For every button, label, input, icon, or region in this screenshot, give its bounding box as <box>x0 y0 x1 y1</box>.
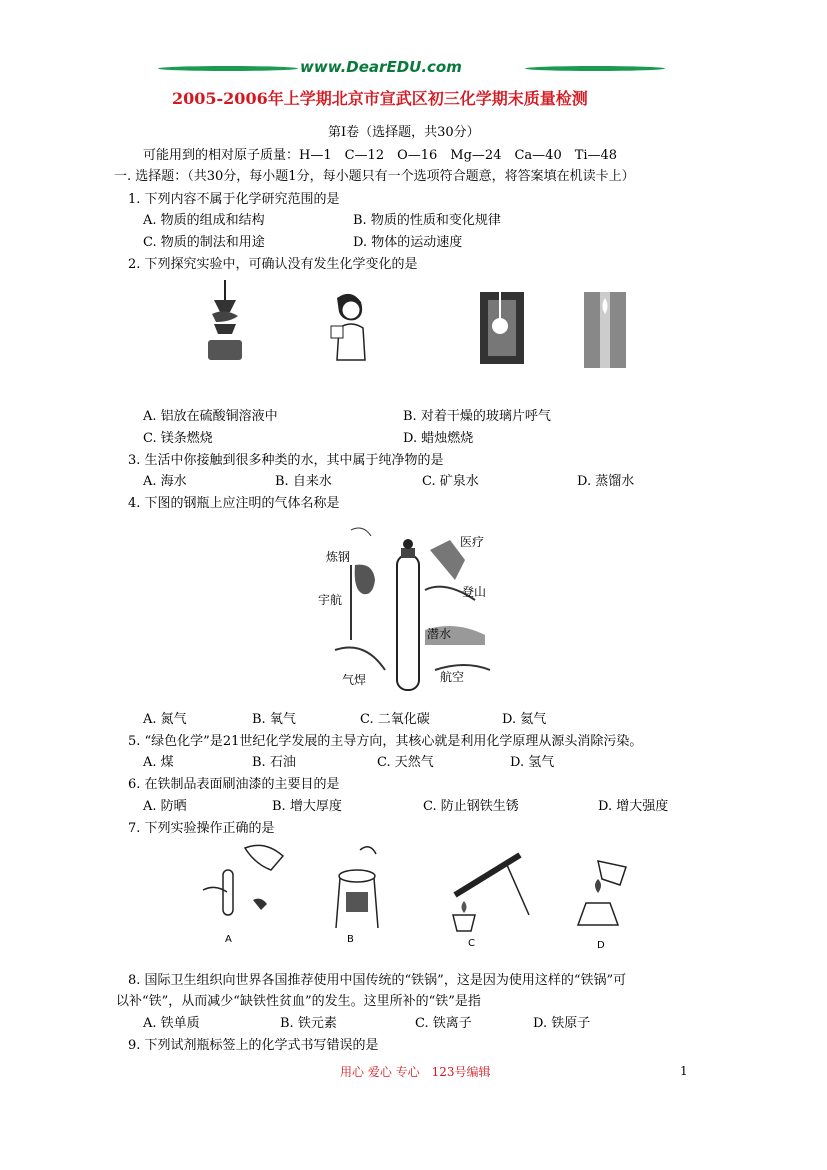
q5-option-d: D. 氢气 <box>510 755 555 770</box>
q1-option-c: C. 物质的制法和用途 <box>143 235 265 250</box>
q8-stem-line1: 8. 国际卫生组织向世界各国推荐使用中国传统的“铁锅”，这是因为使用这样的“铁锅”可 <box>128 973 627 988</box>
q6-option-a: A. 防晒 <box>143 799 187 814</box>
q6-option-d: D. 增大强度 <box>598 799 669 814</box>
q4-label-space: 宇航 <box>318 593 343 607</box>
page-number: 1 <box>680 1064 688 1078</box>
q6-stem: 6. 在铁制品表面刷油漆的主要目的是 <box>128 777 340 792</box>
q2-figure-candle-burning <box>582 290 628 370</box>
q7-figure-c-label: C <box>468 938 475 949</box>
header-left-swoosh <box>158 66 298 71</box>
q6-option-b: B. 增大厚度 <box>272 799 342 814</box>
q4-option-d: D. 氦气 <box>502 712 547 727</box>
atomic-masses: 可能用到的相对原子质量：H—1 C—12 O—16 Mg—24 Ca—40 Ti—48 <box>143 148 618 163</box>
q8-option-d: D. 铁原子 <box>533 1016 591 1031</box>
q7-figure-d-lighting-lamp <box>568 855 633 935</box>
q7-figure-d-label: D <box>597 940 605 951</box>
page-title: 2005-2006年上学期北京市宣武区初三化学期末质量检测 <box>172 89 588 108</box>
q2-option-b: B. 对着干燥的玻璃片呼气 <box>403 409 551 424</box>
q6-option-c: C. 防止钢铁生锈 <box>423 799 519 814</box>
q9-stem: 9. 下列试剂瓶标签上的化学式书写错误的是 <box>128 1038 379 1053</box>
q4-label-aviation: 航空 <box>440 670 465 684</box>
q8-option-b: B. 铁元素 <box>280 1016 337 1031</box>
q8-stem-line2: 以补“铁”，从而减少“缺铁性贫血”的发生。这里所补的“铁”是指 <box>116 994 481 1009</box>
q1-option-b: B. 物质的性质和变化规律 <box>353 213 501 228</box>
q2-option-c: C. 镁条燃烧 <box>143 431 213 446</box>
q2-figure-girl-breathing <box>325 290 375 370</box>
q2-option-d: D. 蜡烛燃烧 <box>403 431 474 446</box>
q4-label-steel: 炼钢 <box>326 550 351 564</box>
q5-stem: 5. “绿色化学”是21世纪化学发展的主导方向，其核心就是利用化学原理从源头消除污染。 <box>128 734 643 749</box>
q5-option-c: C. 天然气 <box>377 755 434 770</box>
section-heading: 第Ⅰ卷（选择题，共30分） <box>328 125 480 140</box>
q1-option-d: D. 物体的运动速度 <box>353 235 463 250</box>
q7-figure-c-test-tube-heating <box>445 845 535 935</box>
q4-label-medical: 医疗 <box>460 535 485 549</box>
q8-option-c: C. 铁离子 <box>415 1016 472 1031</box>
q3-option-d: D. 蒸馏水 <box>577 474 635 489</box>
q4-label-dive: 潜水 <box>427 627 452 641</box>
q4-stem: 4. 下图的钢瓶上应注明的气体名称是 <box>128 496 340 511</box>
q1-option-a: A. 物质的组成和结构 <box>143 213 265 228</box>
header-right-swoosh <box>525 66 665 71</box>
q5-option-a: A. 煤 <box>143 755 174 770</box>
q2-figure-aluminum-in-solution <box>200 278 250 363</box>
q7-figure-b-label: B <box>347 934 354 945</box>
footer-text: 用心 爱心 专心 123号编辑 <box>340 1065 491 1079</box>
q4-label-weld: 气焊 <box>342 673 367 687</box>
q4-label-climb: 登山 <box>462 585 487 599</box>
q2-option-a: A. 铝放在硫酸铜溶液中 <box>143 409 278 424</box>
site-name: www.DearEDU.com <box>300 58 462 76</box>
q3-option-a: A. 海水 <box>143 474 187 489</box>
q1-stem: 1. 下列内容不属于化学研究范围的是 <box>128 192 340 207</box>
q2-stem: 2. 下列探究实验中，可确认没有发生化学变化的是 <box>128 257 418 272</box>
q7-stem: 7. 下列实验操作正确的是 <box>128 821 275 836</box>
q3-option-b: B. 自来水 <box>275 474 332 489</box>
q4-option-c: C. 二氧化碳 <box>360 712 430 727</box>
q2-figure-magnesium-burning <box>478 290 528 370</box>
part-heading: 一. 选择题：（共30分，每小题1分，每小题只有一个选项符合题意，将答案填在机读卡上） <box>114 169 635 184</box>
q7-figure-b-heating <box>330 840 385 935</box>
q3-stem: 3. 生活中你接触到很多种类的水，其中属于纯净物的是 <box>128 453 444 468</box>
q4-option-a: A. 氮气 <box>143 712 187 727</box>
q7-figure-a-pouring <box>195 840 290 930</box>
q4-option-b: B. 氧气 <box>252 712 296 727</box>
q5-option-b: B. 石油 <box>252 755 296 770</box>
q7-figure-a-label: A <box>225 934 232 945</box>
q8-option-a: A. 铁单质 <box>143 1016 200 1031</box>
q3-option-c: C. 矿泉水 <box>422 474 479 489</box>
